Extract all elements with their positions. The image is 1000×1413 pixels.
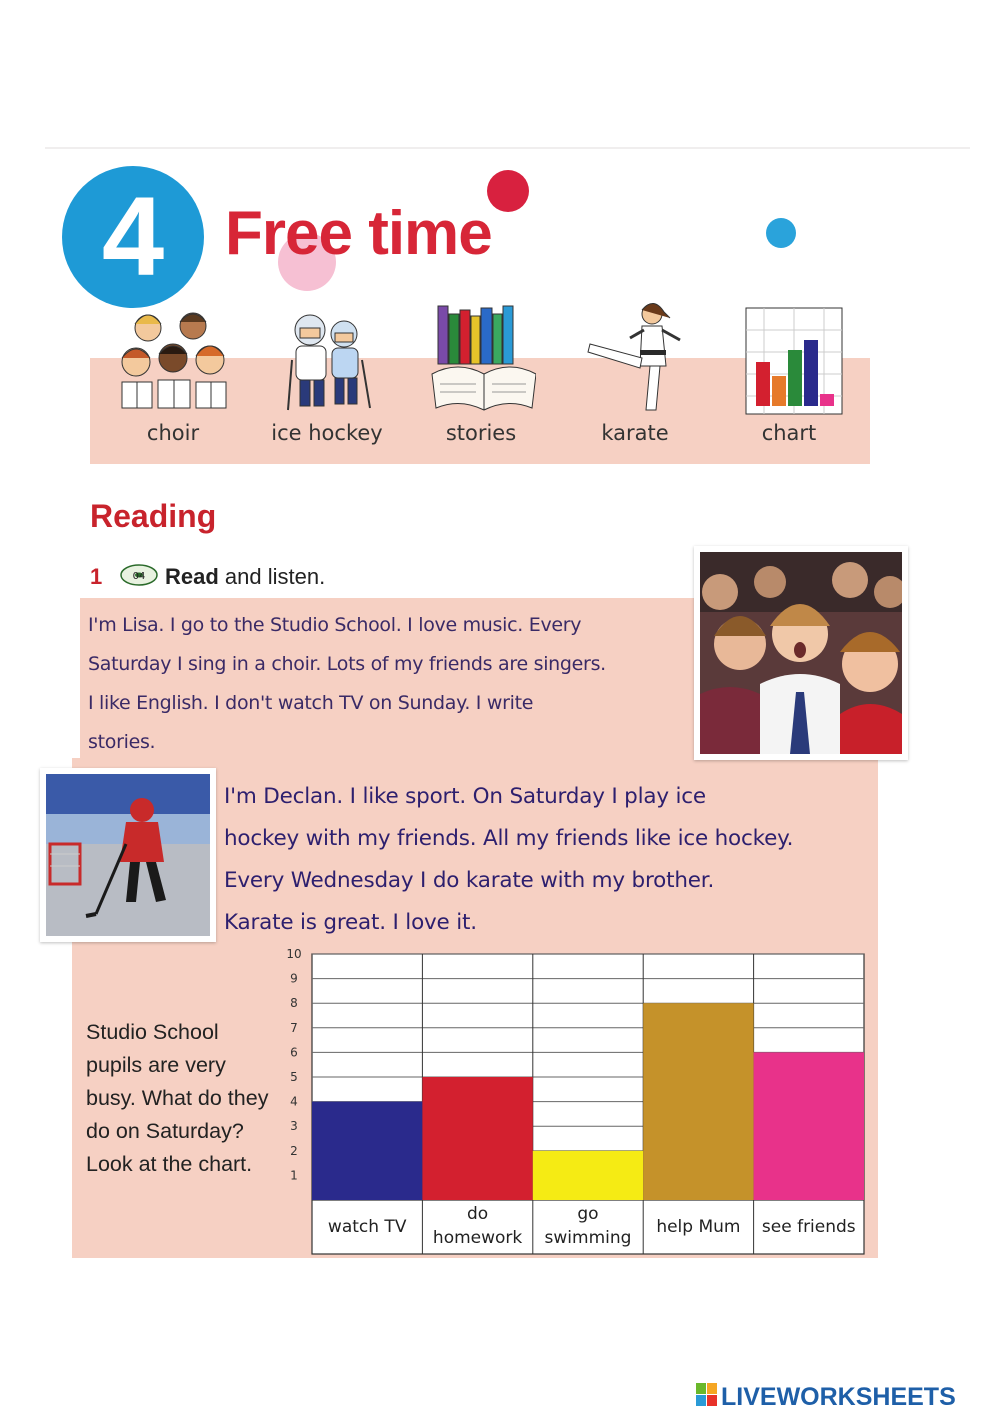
vocab-item-stories <box>406 296 556 456</box>
ice-hockey-icon <box>272 300 382 418</box>
vocab-label: stories <box>445 421 517 445</box>
activities-bar-chart <box>280 948 870 1258</box>
x-category-label: do <box>466 1204 489 1224</box>
liveworksheets-logo <box>696 1380 996 1410</box>
vocab-item-chart <box>714 296 864 456</box>
audio-cd-icon[interactable] <box>120 564 158 586</box>
text-line: Every Wednesday I do karate with my brother. <box>224 868 715 893</box>
x-category-label: swimming <box>544 1228 632 1248</box>
watermark-text: LIVEWORKSHEETS <box>721 1383 956 1410</box>
vocab-label: karate <box>601 421 669 445</box>
bar-0 <box>312 1102 422 1200</box>
bar-4 <box>754 1052 864 1200</box>
text-line: stories. <box>88 731 156 753</box>
text-line: I'm Declan. I like sport. On Saturday I play ice <box>224 784 706 809</box>
y-tick-label: 4 <box>290 1094 298 1109</box>
y-tick-label: 2 <box>290 1143 298 1158</box>
y-tick-label: 6 <box>290 1045 298 1060</box>
y-tick-label: 5 <box>290 1070 298 1084</box>
text-line: hockey with my friends. All my friends like ice hockey. <box>224 826 794 851</box>
text-line: I like English. I don't watch TV on Sunday. I write <box>88 692 534 714</box>
instruction-bold: Read <box>165 564 219 589</box>
vocab-item-karate <box>560 296 710 456</box>
audio-track-number: 04 <box>132 571 146 582</box>
hockey-photo-image <box>46 774 210 936</box>
declan-text <box>224 776 874 944</box>
decorative-dot-blue <box>766 218 796 248</box>
lisa-text <box>88 606 700 762</box>
choir-photo-image <box>700 552 902 754</box>
y-tick-label: 1 <box>290 1168 298 1183</box>
unit-number: 4 <box>101 174 165 299</box>
text-line: I'm Lisa. I go to the Studio School. I love music. Every <box>88 614 582 636</box>
vocab-label: choir <box>146 421 200 445</box>
text-line: Karate is great. I love it. <box>224 910 477 935</box>
vocab-label: ice hockey <box>271 421 383 445</box>
karate-icon <box>580 300 690 418</box>
x-category-label: see friends <box>761 1217 856 1237</box>
hockey-photo <box>40 768 216 942</box>
y-tick-label: 7 <box>290 1020 298 1035</box>
vocab-item-ice-hockey <box>252 296 402 456</box>
y-tick-label: 8 <box>290 996 298 1011</box>
top-rule <box>45 147 970 149</box>
bar-1 <box>422 1077 532 1200</box>
y-tick-label: 3 <box>290 1119 298 1134</box>
exercise-number: 1 <box>90 564 103 589</box>
vocab-label: chart <box>761 421 817 445</box>
text-line: Saturday I sing in a choir. Lots of my friends are singers. <box>88 653 606 675</box>
choir-icon <box>118 300 228 418</box>
bar-2 <box>533 1151 643 1200</box>
chart-yticks <box>286 948 301 1182</box>
y-tick-label: 9 <box>290 971 298 986</box>
x-category-label: help Mum <box>656 1217 741 1237</box>
x-category-label: go <box>577 1204 599 1224</box>
unit-number-badge <box>62 166 204 308</box>
section-title: Reading <box>90 498 217 534</box>
choir-photo <box>694 546 908 760</box>
vocab-item-choir <box>98 296 248 456</box>
unit-title: Free time <box>225 199 492 268</box>
chart-question: Studio School pupils are very busy. What do they do on Saturday? Look at the chart. <box>86 1020 269 1176</box>
y-tick-label: 10 <box>286 948 302 961</box>
x-category-label: homework <box>432 1228 523 1248</box>
instruction-rest: and listen. <box>218 564 326 589</box>
stories-icon <box>426 300 536 418</box>
exercise-instruction <box>165 564 325 590</box>
decorative-dot-red <box>487 170 529 212</box>
chart-icon <box>734 300 844 418</box>
x-category-label: watch TV <box>327 1217 407 1237</box>
bar-3 <box>643 1003 753 1200</box>
